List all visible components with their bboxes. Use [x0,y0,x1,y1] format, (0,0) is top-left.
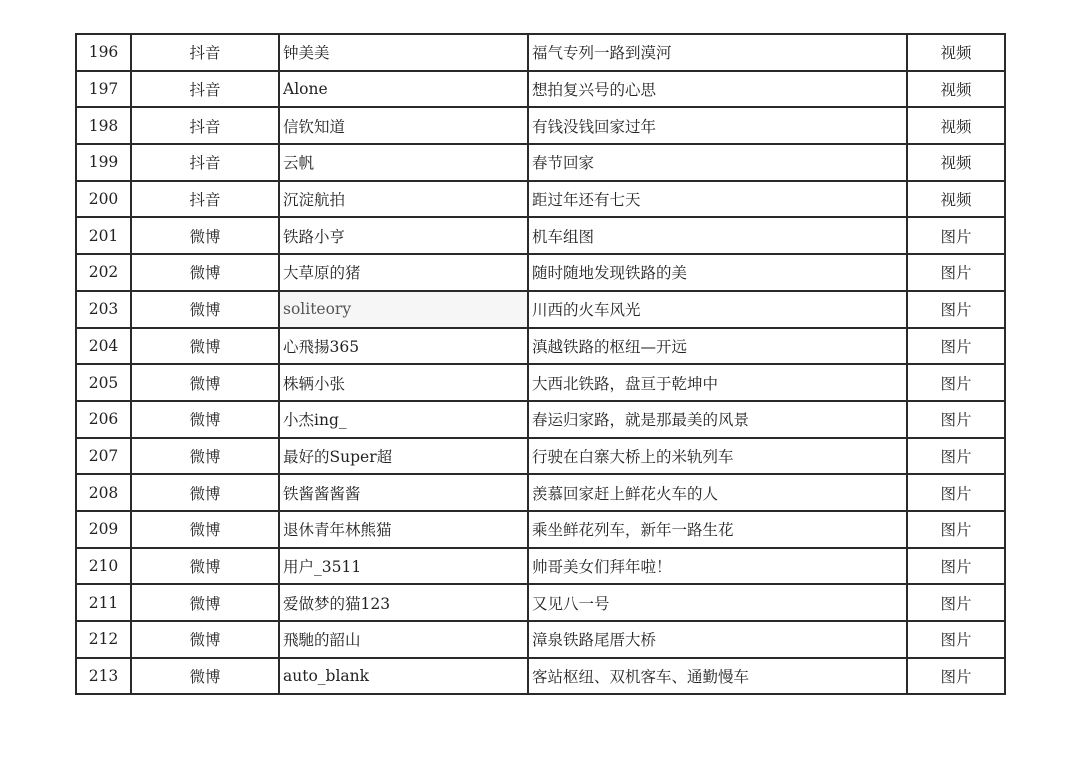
author-cell: 铁酱酱酱酱 [279,474,528,511]
author-cell: 心飛揚365 [279,328,528,365]
table-row [76,34,1005,71]
title-cell: 又见八一号 [528,584,907,621]
type-cell: 图片 [907,438,1005,475]
title-cell: 羡慕回家赶上鲜花火车的人 [528,474,907,511]
table-row [76,658,1005,695]
author-cell: 飛馳的韶山 [279,621,528,658]
author-cell: auto_blank [279,658,528,695]
table-row [76,438,1005,475]
table-row [76,217,1005,254]
table-row [76,511,1005,548]
platform-cell: 微博 [131,584,279,621]
platform-cell: 微博 [131,328,279,365]
table-row [76,71,1005,108]
title-cell: 漳泉铁路尾厝大桥 [528,621,907,658]
table-row [76,254,1005,291]
title-cell: 客站枢纽、双机客车、通勤慢车 [528,658,907,695]
row-number-cell: 206 [76,401,131,438]
platform-cell: 微博 [131,548,279,585]
row-number-cell: 212 [76,621,131,658]
platform-cell: 微博 [131,621,279,658]
author-cell: 株辆小张 [279,364,528,401]
table-row [76,328,1005,365]
title-cell: 大西北铁路，盘亘于乾坤中 [528,364,907,401]
row-number-cell: 196 [76,34,131,71]
title-cell: 滇越铁路的枢纽—开远 [528,328,907,365]
row-number-cell: 198 [76,107,131,144]
row-number-cell: 207 [76,438,131,475]
title-cell: 福气专列一路到漠河 [528,34,907,71]
table-row [76,401,1005,438]
type-cell: 图片 [907,401,1005,438]
title-cell: 想拍复兴号的心思 [528,71,907,108]
title-cell: 有钱没钱回家过年 [528,107,907,144]
title-cell: 帅哥美女们拜年啦！ [528,548,907,585]
platform-cell: 微博 [131,658,279,695]
row-number-cell: 204 [76,328,131,365]
row-number-cell: 201 [76,217,131,254]
row-number-cell: 200 [76,181,131,218]
author-cell: 信钦知道 [279,107,528,144]
table-row [76,291,1005,328]
row-number-cell: 199 [76,144,131,181]
author-cell: Alone [279,71,528,108]
type-cell: 图片 [907,328,1005,365]
row-number-cell: 208 [76,474,131,511]
table-row [76,621,1005,658]
author-cell: 退休青年林熊猫 [279,511,528,548]
type-cell: 图片 [907,364,1005,401]
type-cell: 视频 [907,144,1005,181]
row-number-cell: 203 [76,291,131,328]
platform-cell: 抖音 [131,144,279,181]
row-number-cell: 209 [76,511,131,548]
author-cell: 钟美美 [279,34,528,71]
platform-cell: 微博 [131,438,279,475]
platform-cell: 微博 [131,291,279,328]
row-number-cell: 213 [76,658,131,695]
type-cell: 视频 [907,71,1005,108]
title-cell: 行驶在白寨大桥上的米轨列车 [528,438,907,475]
table-row [76,144,1005,181]
type-cell: 视频 [907,34,1005,71]
table-row [76,584,1005,621]
author-cell: 沉淀航拍 [279,181,528,218]
row-number-cell: 211 [76,584,131,621]
author-cell: 小杰ing_ [279,401,528,438]
type-cell: 图片 [907,511,1005,548]
type-cell: 视频 [907,107,1005,144]
title-cell: 机车组图 [528,217,907,254]
type-cell: 图片 [907,658,1005,695]
type-cell: 图片 [907,621,1005,658]
type-cell: 图片 [907,254,1005,291]
title-cell: 春节回家 [528,144,907,181]
author-cell: 大草原的猪 [279,254,528,291]
row-number-cell: 197 [76,71,131,108]
type-cell: 图片 [907,217,1005,254]
table-row [76,474,1005,511]
platform-cell: 抖音 [131,181,279,218]
platform-cell: 微博 [131,364,279,401]
author-cell: 用户_3511 [279,548,528,585]
type-cell: 视频 [907,181,1005,218]
title-cell: 川西的火车风光 [528,291,907,328]
platform-cell: 微博 [131,474,279,511]
type-cell: 图片 [907,291,1005,328]
table-row [76,107,1005,144]
platform-cell: 抖音 [131,71,279,108]
works-table [75,33,1006,695]
author-cell: 铁路小亨 [279,217,528,254]
title-cell: 春运归家路，就是那最美的风景 [528,401,907,438]
platform-cell: 微博 [131,511,279,548]
title-cell: 随时随地发现铁路的美 [528,254,907,291]
author-cell: soliteory [279,291,528,328]
table-row [76,364,1005,401]
table-row [76,181,1005,218]
author-cell: 爱做梦的猫123 [279,584,528,621]
platform-cell: 抖音 [131,34,279,71]
platform-cell: 微博 [131,254,279,291]
author-cell: 最好的Super超 [279,438,528,475]
title-cell: 乘坐鲜花列车，新年一路生花 [528,511,907,548]
type-cell: 图片 [907,584,1005,621]
table-row [76,548,1005,585]
row-number-cell: 205 [76,364,131,401]
type-cell: 图片 [907,474,1005,511]
row-number-cell: 202 [76,254,131,291]
type-cell: 图片 [907,548,1005,585]
author-cell: 云帆 [279,144,528,181]
row-number-cell: 210 [76,548,131,585]
title-cell: 距过年还有七天 [528,181,907,218]
platform-cell: 抖音 [131,107,279,144]
platform-cell: 微博 [131,401,279,438]
platform-cell: 微博 [131,217,279,254]
